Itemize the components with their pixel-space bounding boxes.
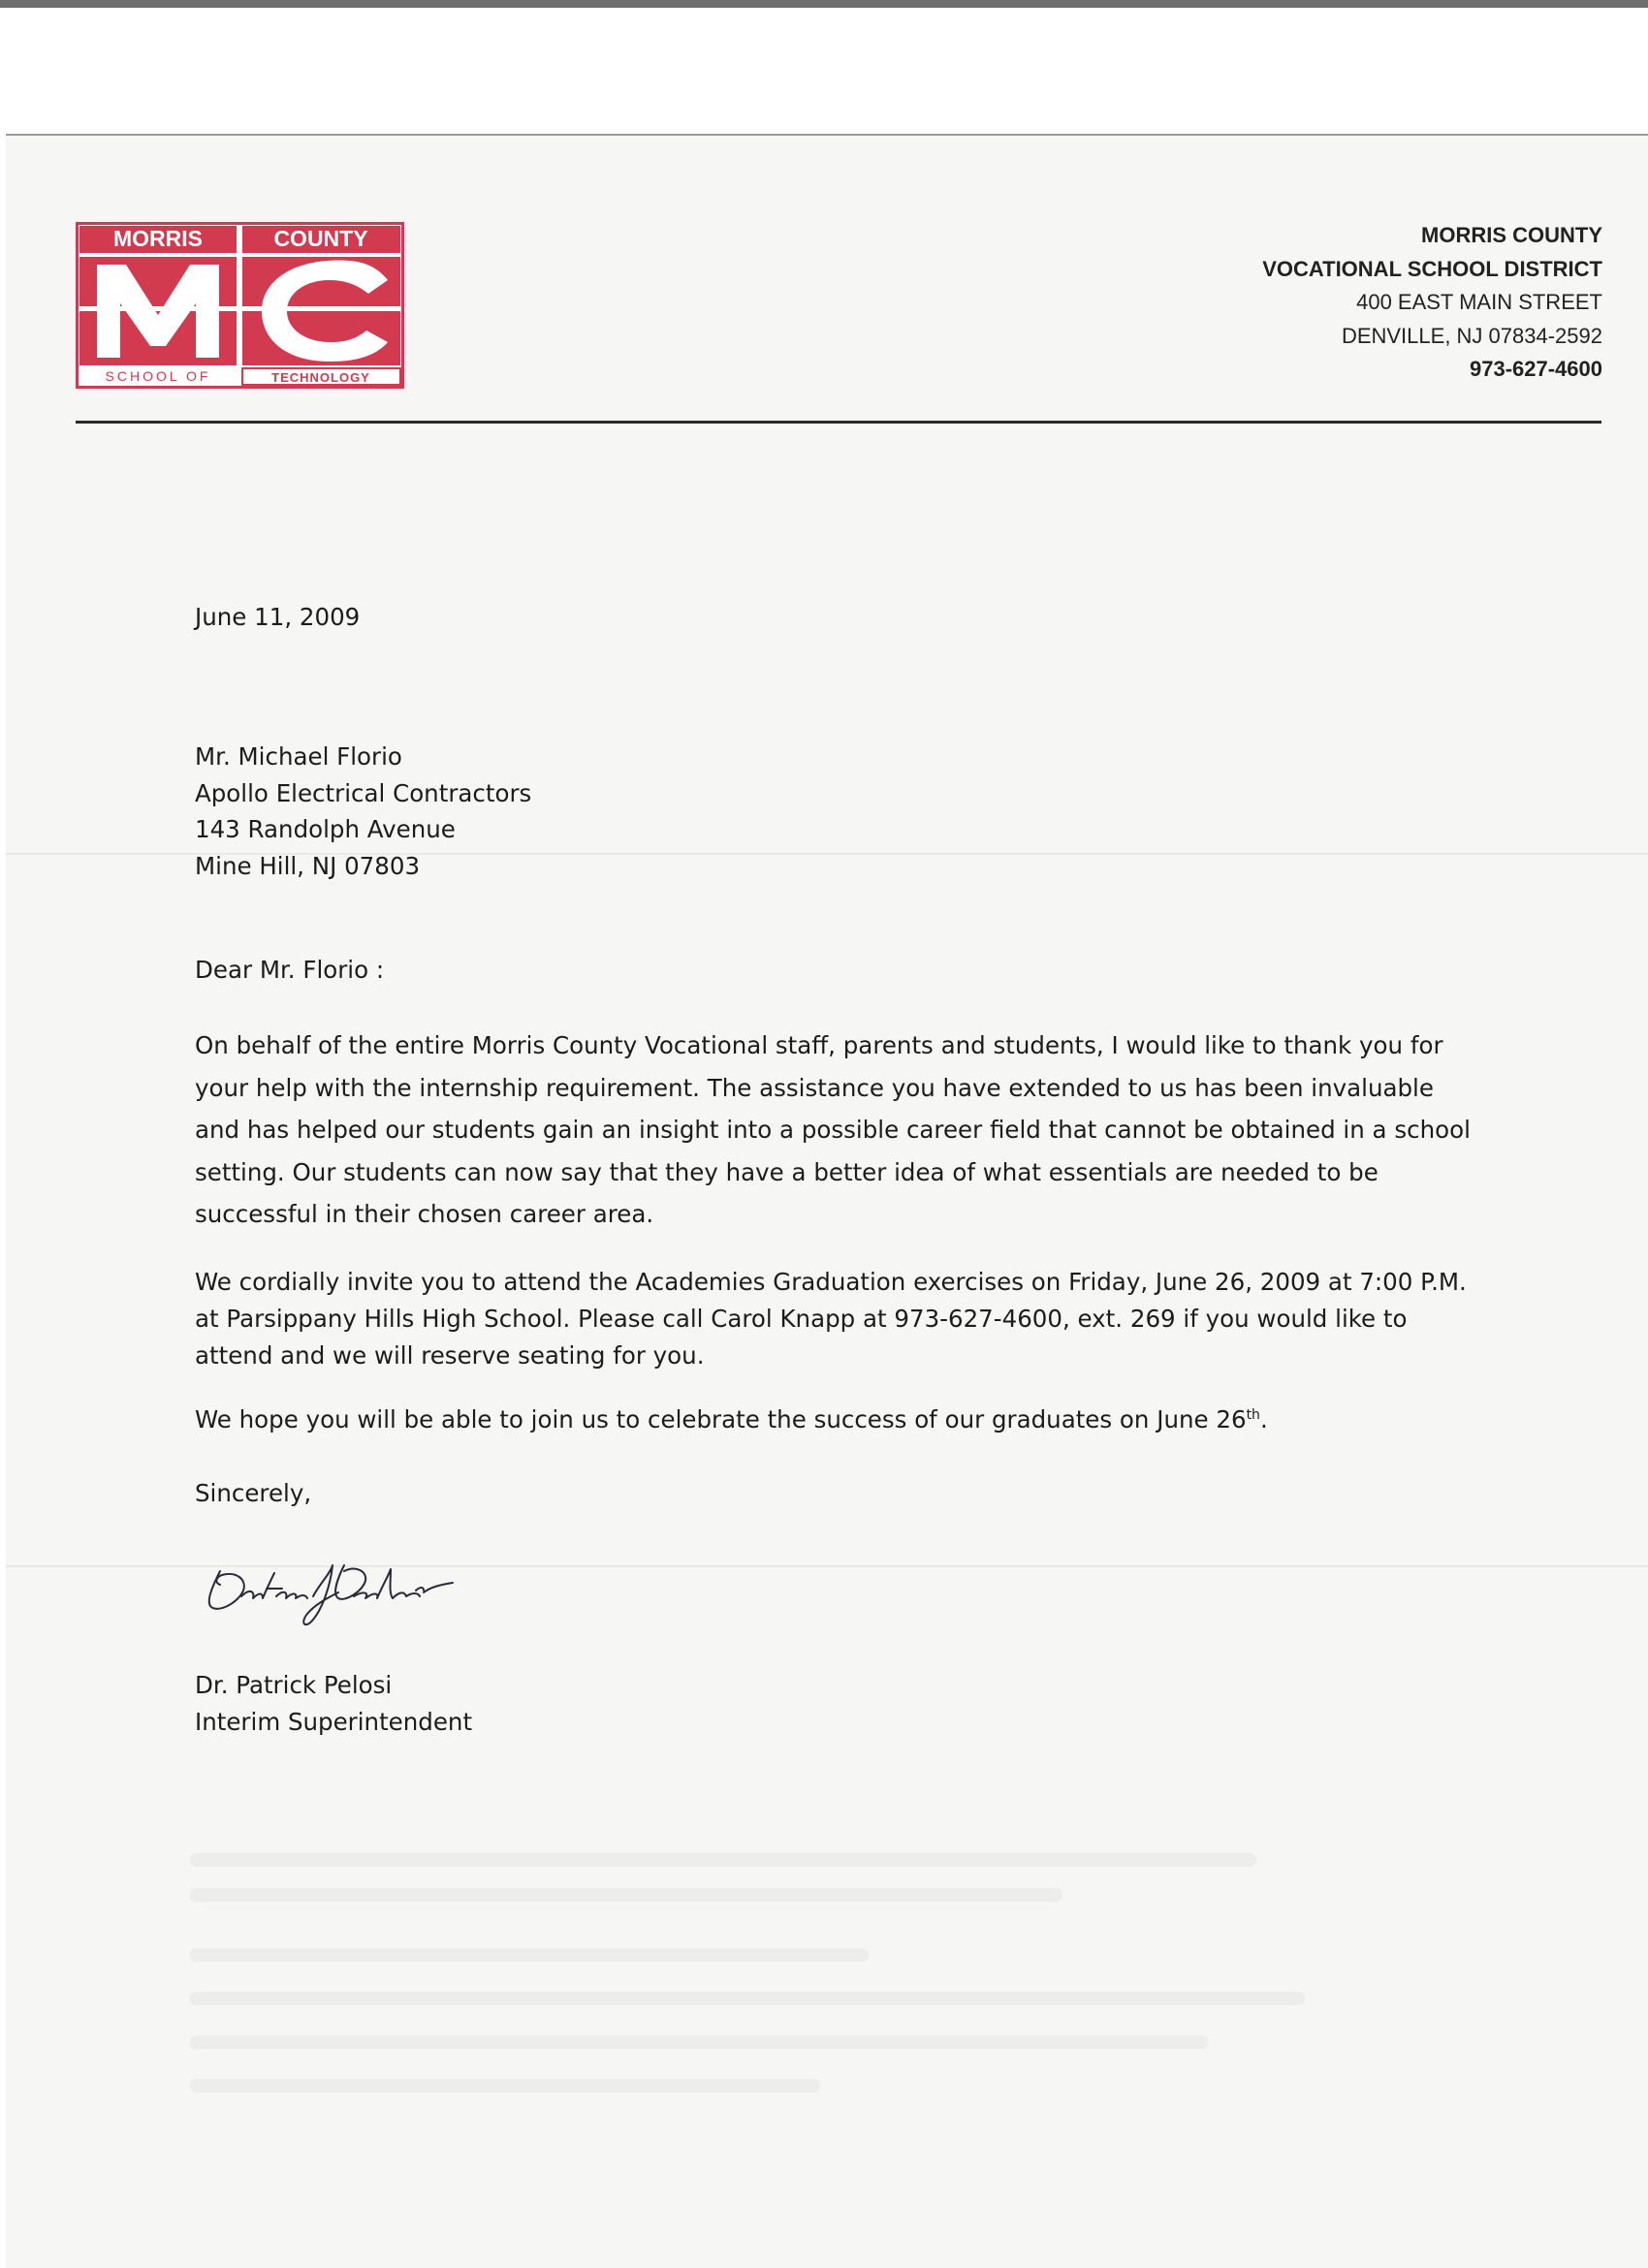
school-logo bbox=[76, 222, 404, 389]
letterhead-divider bbox=[76, 421, 1601, 424]
district-street: 400 EAST MAIN STREET bbox=[1356, 290, 1602, 314]
body-paragraph-3 bbox=[195, 1405, 1268, 1433]
signer-name: Dr. Patrick Pelosi bbox=[195, 1671, 393, 1699]
logo-text-technology: TECHNOLOGY bbox=[271, 370, 370, 385]
handwritten-signature bbox=[199, 1536, 509, 1643]
bleed-through bbox=[190, 2079, 820, 2093]
closing: Sincerely, bbox=[195, 1479, 312, 1507]
bleed-through bbox=[190, 1992, 1305, 2005]
district-name: MORRIS COUNTY bbox=[1421, 223, 1602, 247]
scan-top-edge bbox=[0, 0, 1648, 8]
logo-text-school-of: SCHOOL OF bbox=[105, 368, 211, 384]
district-city: DENVILLE, NJ 07834-2592 bbox=[1341, 323, 1602, 348]
logo-text-county: COUNTY bbox=[273, 226, 368, 251]
recipient-name: Mr. Michael Florio bbox=[195, 742, 402, 771]
letter-date: June 11, 2009 bbox=[195, 603, 361, 631]
body-paragraph-2: We cordially invite you to attend the Academies Graduation exercises on Friday, June 26, 2009 at 7:00 P.M. at Parsippany Hills High School. Please call Carol Knapp at 973-627-4600, ext. 269 if you would like to attend and we will reserve seating for you. bbox=[195, 1268, 1467, 1370]
ordinal-suffix: th bbox=[1246, 1406, 1260, 1423]
recipient-address bbox=[195, 739, 531, 884]
recipient-company: Apollo Electrical Contractors bbox=[195, 778, 532, 807]
bleed-through bbox=[190, 1888, 1062, 1902]
bleed-through bbox=[190, 2035, 1208, 2049]
paragraph-3-text: We hope you will be able to join us to celebrate the success of our graduates on June 26 bbox=[195, 1405, 1247, 1433]
signer-block bbox=[195, 1667, 472, 1741]
signer-title: Interim Superintendent bbox=[195, 1708, 473, 1736]
bleed-through bbox=[190, 1948, 869, 1962]
district-phone: 973-627-4600 bbox=[1469, 357, 1602, 381]
bleed-through bbox=[190, 1853, 1256, 1867]
salutation: Dear Mr. Florio : bbox=[195, 956, 385, 984]
body-paragraph-1: On behalf of the entire Morris County Vocational staff, parents and students, I would like to thank you for your help with the internship requirement. The assistance you have extended to us has been invaluable and has helped our students gain an insight into a possible career field that cannot be obtained in a school setting. Our students can now say that they have a better idea of what essentials are needed to be successful in their chosen career area. bbox=[195, 1031, 1471, 1228]
district-address-block bbox=[1262, 219, 1602, 387]
district-subtitle: VOCATIONAL SCHOOL DISTRICT bbox=[1262, 256, 1602, 281]
recipient-street: 143 Randolph Avenue bbox=[195, 815, 456, 843]
paragraph-3-end: . bbox=[1259, 1405, 1268, 1433]
recipient-city: Mine Hill, NJ 07803 bbox=[195, 851, 421, 880]
logo-text-morris: MORRIS bbox=[113, 226, 203, 251]
